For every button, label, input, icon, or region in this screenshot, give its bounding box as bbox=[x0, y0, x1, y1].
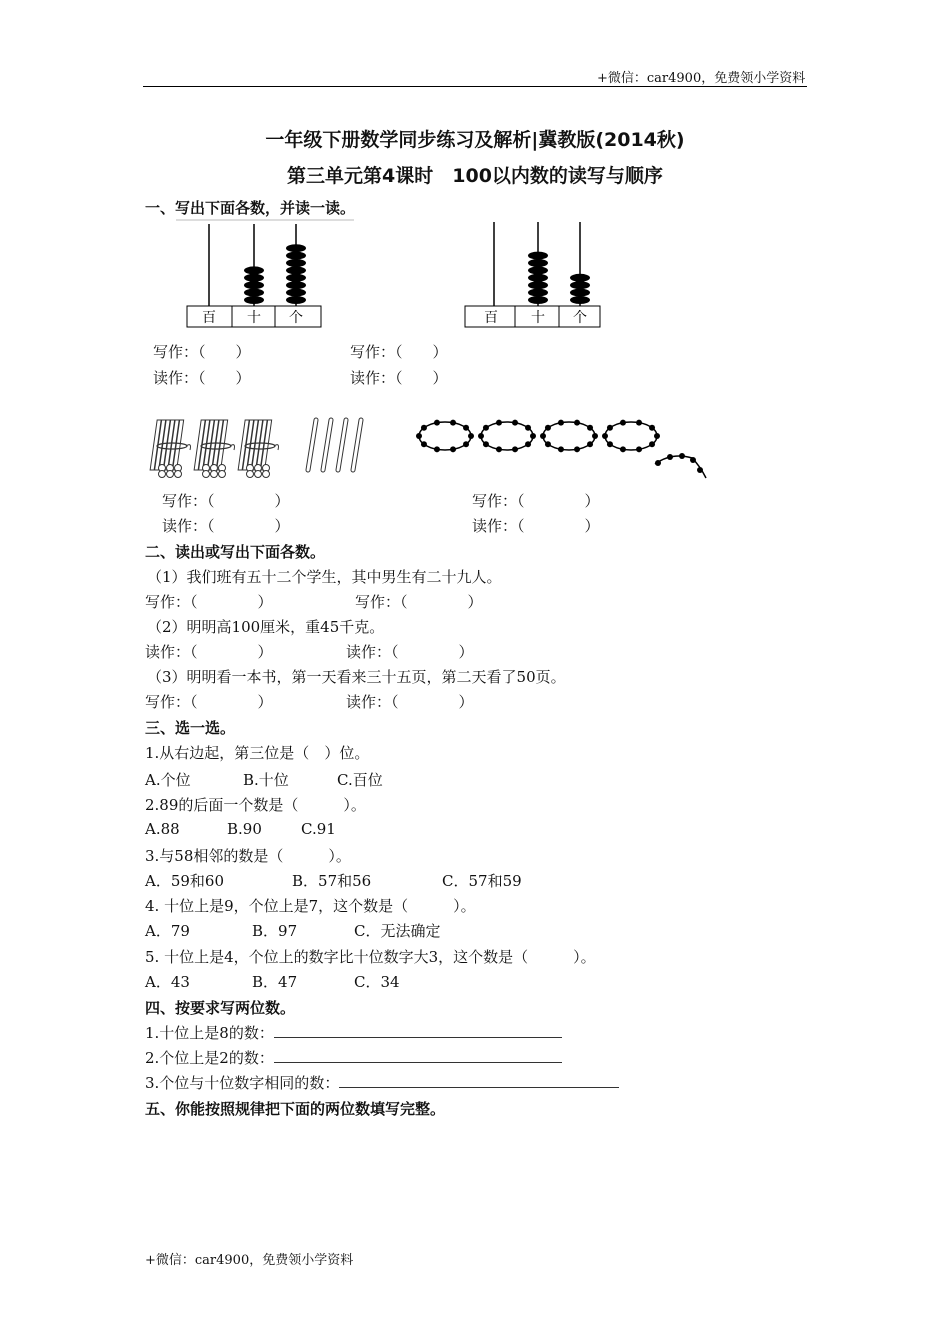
s3-q2-opt-a: A.88 bbox=[145, 820, 180, 838]
s3-q1-opt-b: B.十位 bbox=[243, 771, 289, 789]
s2-q2-answer-b: 读作：（ ） bbox=[346, 643, 474, 661]
s3-q5-opt-a: A．43 bbox=[145, 973, 190, 991]
beads-read: 读作：（ ） bbox=[472, 517, 600, 535]
abacus-bead bbox=[244, 281, 264, 289]
s2-q1-answer-a: 写作：（ ） bbox=[145, 593, 273, 611]
s4-item-1-label: 1.十位上是8的数： bbox=[145, 1024, 274, 1042]
s3-q4: 4. 十位上是9，个位上是7，这个数是（ ）。 bbox=[145, 897, 476, 915]
s3-q4-opt-c: C．无法确定 bbox=[354, 922, 441, 940]
answer-line[interactable] bbox=[339, 1073, 619, 1088]
abacus-bead bbox=[244, 289, 264, 297]
s4-item-3 bbox=[145, 1072, 619, 1093]
stick-bundles-figure bbox=[150, 414, 370, 484]
s2-q3: （3）明明看一本书，第一天看来三十五页，第二天看了50页。 bbox=[147, 668, 566, 686]
abacus-bead bbox=[286, 252, 306, 260]
s3-q2-opt-b: B.90 bbox=[227, 820, 262, 838]
bead-ring bbox=[416, 420, 474, 453]
abacus-bead bbox=[286, 274, 306, 282]
s3-q2-opt-c: C.91 bbox=[301, 820, 336, 838]
abacus2-write: 写作：（ ） bbox=[350, 343, 448, 361]
abacus-bead bbox=[528, 289, 548, 297]
abacus1-read: 读作：（ ） bbox=[153, 369, 251, 387]
abacus-label-ones: 个 bbox=[289, 310, 303, 326]
abacus-label-tens: 十 bbox=[531, 310, 545, 326]
abacus-bead bbox=[570, 296, 590, 304]
abacus-bead bbox=[528, 266, 548, 274]
stick-bundle bbox=[194, 420, 234, 478]
s3-q3-opt-a: A．59和60 bbox=[145, 872, 225, 890]
answer-line[interactable] bbox=[274, 1048, 562, 1063]
section2-heading: 二、读出或写出下面各数。 bbox=[145, 543, 326, 561]
s4-item-2-label: 2.个位上是2的数： bbox=[145, 1049, 274, 1067]
abacus-bead bbox=[286, 281, 306, 289]
header-rule bbox=[143, 86, 807, 87]
s3-q5-opt-b: B．47 bbox=[252, 973, 298, 991]
abacus-bead bbox=[528, 274, 548, 282]
s3-q5: 5. 十位上是4，个位上的数字比十位数字大3，这个数是（ ）。 bbox=[145, 948, 596, 966]
beads-write: 写作：（ ） bbox=[472, 492, 600, 510]
s3-q3-opt-b: B．57和56 bbox=[292, 872, 372, 890]
s2-q3-answer-a: 写作：（ ） bbox=[145, 693, 273, 711]
bead-ring bbox=[540, 420, 598, 453]
page-title: 一年级下册数学同步练习及解析|冀教版(2014秋) bbox=[265, 129, 685, 151]
s3-q2: 2.89的后面一个数是（ ）。 bbox=[145, 796, 366, 814]
abacus1-write: 写作：（ ） bbox=[153, 343, 251, 361]
abacus-bead bbox=[286, 289, 306, 297]
bead-ring bbox=[602, 420, 660, 453]
s3-q1: 1.从右边起，第三位是（ ）位。 bbox=[145, 744, 370, 762]
abacus-1 bbox=[176, 218, 356, 333]
abacus-bead bbox=[244, 266, 264, 274]
s4-item-2 bbox=[145, 1047, 562, 1068]
abacus-bead bbox=[528, 296, 548, 304]
abacus-bead bbox=[570, 281, 590, 289]
s4-item-1 bbox=[145, 1022, 562, 1043]
abacus-bead bbox=[528, 252, 548, 260]
abacus-bead bbox=[286, 296, 306, 304]
abacus2-read: 读作：（ ） bbox=[350, 369, 448, 387]
stick-bundle bbox=[150, 420, 190, 478]
s3-q4-opt-a: A．79 bbox=[145, 922, 190, 940]
s3-q1-opt-a: A.个位 bbox=[145, 771, 191, 789]
abacus-bead bbox=[244, 274, 264, 282]
sticks-write: 写作：（ ） bbox=[162, 492, 290, 510]
abacus-2 bbox=[464, 218, 614, 333]
page-subtitle: 第三单元第4课时 100以内数的读写与顺序 bbox=[287, 165, 663, 187]
abacus-bead bbox=[570, 274, 590, 282]
section3-heading: 三、选一选。 bbox=[145, 719, 236, 737]
s3-q5-opt-c: C．34 bbox=[354, 973, 400, 991]
s2-q2: （2）明明高100厘米，重45千克。 bbox=[147, 618, 385, 636]
bead-rings-figure bbox=[410, 414, 720, 484]
abacus-bead bbox=[244, 296, 264, 304]
s2-q2-answer-a: 读作：（ ） bbox=[145, 643, 273, 661]
s3-q3: 3.与58相邻的数是（ ）。 bbox=[145, 847, 351, 865]
s2-q1: （1）我们班有五十二个学生，其中男生有二十九人。 bbox=[147, 568, 502, 586]
s3-q1-opt-c: C.百位 bbox=[337, 771, 383, 789]
abacus-bead bbox=[286, 259, 306, 267]
s2-q1-answer-b: 写作：（ ） bbox=[355, 593, 483, 611]
abacus-bead bbox=[528, 259, 548, 267]
abacus-bead bbox=[286, 244, 306, 252]
s2-q3-answer-b: 读作：（ ） bbox=[346, 693, 474, 711]
abacus-bead bbox=[528, 281, 548, 289]
bead-ring bbox=[478, 420, 536, 453]
s3-q3-opt-c: C．57和59 bbox=[442, 872, 522, 890]
sticks-read: 读作：（ ） bbox=[162, 517, 290, 535]
s4-item-3-label: 3.个位与十位数字相同的数： bbox=[145, 1074, 340, 1092]
abacus-label-tens: 十 bbox=[247, 310, 261, 326]
answer-line[interactable] bbox=[274, 1023, 562, 1038]
abacus-label-hundreds: 百 bbox=[202, 310, 216, 326]
stick-bundle bbox=[238, 420, 278, 478]
header-note: +微信：car4900，免费领小学资料 bbox=[597, 71, 806, 86]
abacus-bead bbox=[286, 266, 306, 274]
loose-beads bbox=[655, 453, 706, 478]
section5-heading: 五、你能按照规律把下面的两位数填写完整。 bbox=[145, 1100, 446, 1118]
section4-heading: 四、按要求写两位数。 bbox=[145, 999, 296, 1017]
abacus-label-ones: 个 bbox=[573, 310, 587, 326]
s3-q4-opt-b: B．97 bbox=[252, 922, 298, 940]
footer-note: +微信：car4900，免费领小学资料 bbox=[145, 1253, 354, 1268]
abacus-bead bbox=[570, 289, 590, 297]
abacus-label-hundreds: 百 bbox=[484, 310, 498, 326]
section1-heading: 一、写出下面各数，并读一读。 bbox=[145, 199, 356, 217]
